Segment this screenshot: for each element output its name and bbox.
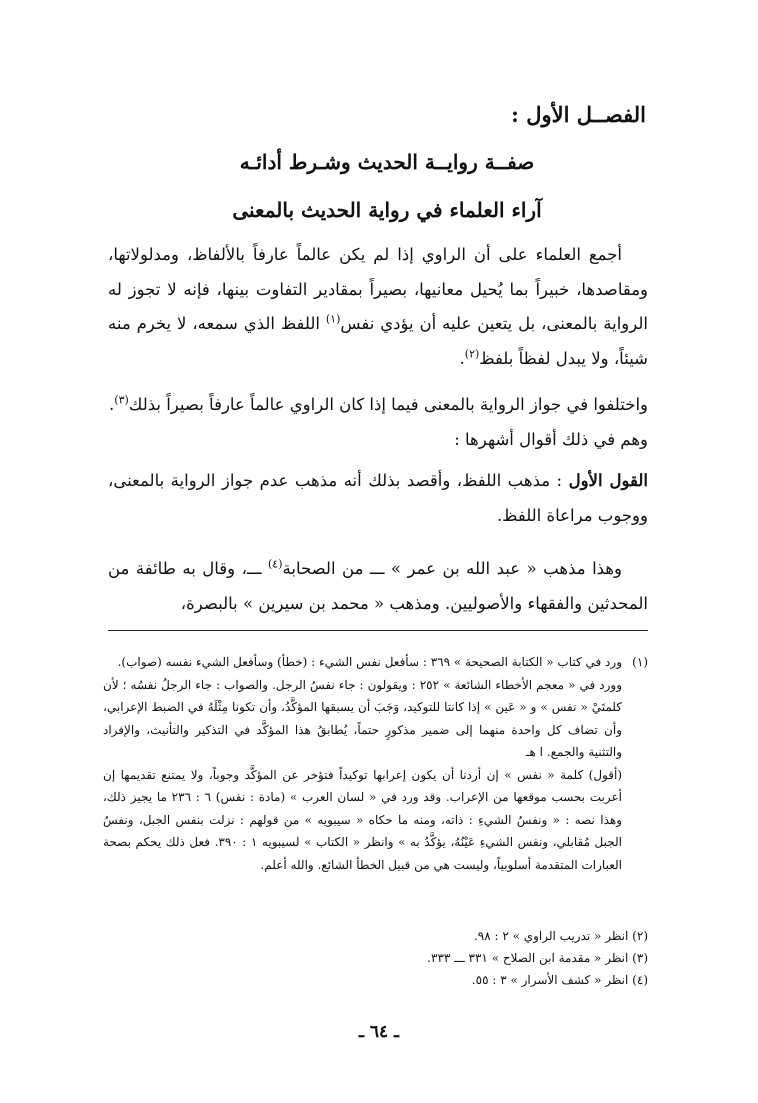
paragraph-consensus <box>108 238 648 376</box>
paragraph-text: اللفظ الذي سمعه، لا يخرم منه شيئاً، ولا يبدل لفظاً بلفظ <box>108 314 648 368</box>
footnote-number: (١) <box>632 655 648 669</box>
section-subtitle: آراء العلماء في رواية الحديث بالمعنى <box>232 198 542 222</box>
footnote-1-part-b: وورد في « معجم الأخطاء الشائعة » ٢٥٢ : ويقولون : جاء نفسُ الرجل. والصواب : جاء الرجلُ نفسُه ؛ لأن كلمتَيْ « نفس » و « عَين » إذا كانتا للتوكيد، وَجَبَ أن يسبقها المؤكَّدُ، وأن تكونا مِثْلَهُ في الضبط الإعرابي، وأن تضاف كل واحدة منهما إلى ضمير مذكورٍ حتماً، يُطابقُ هذا المؤكَّد في التذكير والتأنيث، والإفراد والتثنية والجمع. ا هـ <box>103 677 622 759</box>
paragraph-first-opinion <box>108 464 648 533</box>
paragraph-text: وهم في ذلك أقوال أشهرها : <box>454 429 648 449</box>
footnote-1-part-a <box>103 651 648 674</box>
paragraph-text: ـــ، وقال به طائفة من المحدثين والفقهاء والأصوليين. ومذهب « محمد بن سيرين » بالبصرة، <box>108 559 648 613</box>
page-number: ـ ٦٤ ـ <box>358 1022 400 1042</box>
paragraph-text: وهذا مذهب « عبد الله بن عمر » ـــ من الصحابة <box>282 559 622 578</box>
footnote-4: (٤) انظر « كشف الأسرار » ٣ : ٥٥. <box>471 973 648 987</box>
paragraph-text: أجمع العلماء على أن الراوي إذا لم يكن عالماً عارفاً بالألفاظ، ومدلولاتها، ومقاصدها، خبيراً بما يُحيل معانيها، بصيراً بمقادير التفاوت بينها، فإنه لا تجوز له الرواية بالمعنى، بل يتعين عليه أن يؤدي نفس <box>108 245 648 333</box>
footnote-1-part-c: (أقول) كلمة « نفس » إن أردنا أن يكون إعرابها توكيداً فتؤخر عن المؤكَّد وجوباً، ولا يمتنع تقديمها إن أعربت بحسب موقعها من الإعراب. وقد ورد في « لسان العرب » (مادة : نفس) ٦ : ٢٣٦ ما يجيز ذلك، وهذا نصه : « ونفسُ الشيءِ : ذاته، ومنه ما حكاه « سيبويه » من قولهم : نزلت بنفس الجبل، ونفسُ الجبل مُقابلي، ونفس الشيءِ عَيْنُهُ، يؤكَّدُ به » وانظر « الكتاب » لسيبويه ١ : ٣٩٠. فعل ذلك يحكم بصحة العبارات المتقدمة أسلوبياً، وليست هي من قبيل الخطأ الشائع. والله أعلم. <box>103 767 623 872</box>
paragraph-text: واختلفوا في جواز الرواية بالمعنى فيما إذا كان الراوي عالماً عارفاً بصيراً بذلك <box>128 395 648 414</box>
footnote-ref-1: (١) <box>325 312 341 326</box>
footnote-text: ورد في كتاب « الكتابة الصحيحة » ٣٦٩ : سأفعل نفس الشيء : (خطأ) وسأفعل الشيء نفسه (صواب). <box>117 655 622 669</box>
opinion-label: القول الأول <box>568 471 648 490</box>
footnote-ref-2: (٢) <box>464 347 480 360</box>
paragraph-disagreement <box>108 388 648 457</box>
footnote-ref-3: (٣) <box>114 393 129 407</box>
footnote-divider <box>108 630 648 631</box>
footnote-1 <box>103 651 648 876</box>
footnote-ref-4: (٤) <box>267 557 283 571</box>
paragraph-end: . <box>109 395 115 414</box>
paragraph-ibn-umar <box>108 552 648 621</box>
paragraph-text: : مذهب اللفظ، وأقصد بذلك أنه مذهب عدم جواز الرواية بالمعنى، ووجوب مراعاة اللفظ. <box>108 471 648 525</box>
paragraph-end: . <box>459 348 465 368</box>
section-title: صفــة روايــة الحديث وشـرط أدائـه <box>239 150 535 174</box>
footnote-2: (٢) انظر « تدريب الراوي » ٢ : ٩٨. <box>473 929 648 943</box>
footnote-3: (٣) انظر « مقدمة ابن الصلاح » ٣٣١ ـــ ٣٣٣. <box>427 951 648 965</box>
chapter-heading: الفصــل الأول : <box>511 102 646 127</box>
